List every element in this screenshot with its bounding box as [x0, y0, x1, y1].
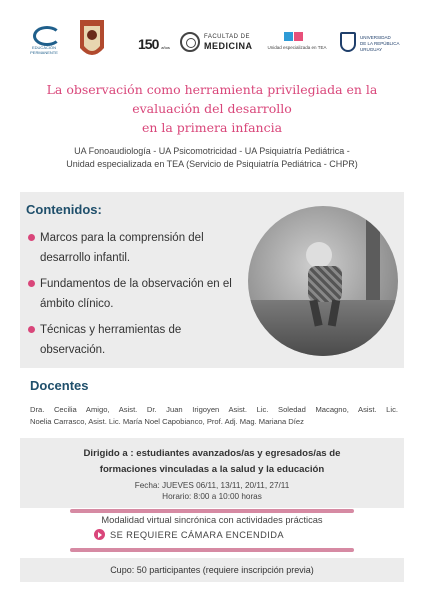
camera-requirement-text: SE REQUIERE CÁMARA ENCENDIDA [110, 530, 284, 540]
divider-line [70, 548, 354, 552]
escuela-graduados-crest [78, 18, 106, 62]
dirigido-line-1: Dirigido a : estudiantes avanzados/as y egresados/as de [83, 448, 341, 459]
tea-blue-square-icon [284, 32, 293, 41]
child-playing-photo [248, 206, 398, 356]
dirigido-panel [20, 438, 404, 508]
contenidos-heading: Contenidos: [26, 202, 102, 217]
horario-text: Horario: 8:00 a 10:00 horas [162, 492, 262, 501]
photo-child-head [306, 242, 332, 268]
udelar-text-line2: DE LA REPÚBLICA [360, 41, 400, 46]
title-line-1: La observación como herramienta privilegiada en la [46, 82, 378, 97]
divider-line [70, 509, 354, 513]
photo-grass [248, 300, 398, 356]
contenidos-item: Técnicas y herramientas de observación. [28, 320, 242, 360]
header-logos [0, 18, 424, 68]
modalidad-text: Modalidad virtual sincrónica con actividades prácticas [101, 515, 323, 525]
docentes-heading: Docentes [30, 378, 89, 393]
subtitle-line-1: UA Fonoaudiología - UA Psicomotricidad - UA Psiquiatría Pediátrica - [74, 146, 350, 156]
dirigido-line-2: formaciones vinculadas a la salud y la educación [99, 464, 325, 475]
udelar-text-line3: URUGUAY [360, 47, 383, 52]
unidad-tea-logo [264, 32, 330, 58]
photo-child-body [308, 266, 342, 302]
cupo-banner: Cupo: 50 participantes (requiere inscripción previa) [20, 558, 404, 582]
contenidos-panel [20, 192, 404, 368]
logo-150-anos [138, 36, 170, 52]
logo-150-number: 150 [138, 36, 159, 52]
fecha-text: Fecha: JUEVES 06/11, 13/11, 20/11, 27/11 [134, 481, 290, 490]
photo-tree [366, 210, 380, 302]
facultad-medicina-logo [180, 30, 252, 56]
tea-pink-square-icon [294, 32, 303, 41]
page-title [20, 80, 404, 137]
contenidos-list [28, 228, 242, 366]
contenidos-item: Fundamentos de la observación en el ámbito clínico. [28, 274, 242, 314]
udelar-shield-icon [340, 32, 356, 52]
logo-150-caption: años [161, 45, 170, 50]
play-bullet-icon [94, 529, 105, 540]
docentes-line-1: Dra. Cecilia Amigo, Asist. Dr. Juan Irigoyen Asist. Lic. Soledad Macagno, Asist. Lic. [30, 405, 398, 414]
title-line-2: evaluación del desarrollo [132, 101, 292, 116]
unidad-tea-text: Unidad especializada en TEA [267, 45, 327, 50]
udelar-logo [340, 32, 406, 58]
docentes-list [30, 404, 398, 428]
educacion-permanente-mark-icon [31, 24, 57, 42]
title-line-3: en la primera infancia [141, 120, 283, 135]
docentes-line-2: Noelia Carrasco, Asist. Lic. María Noel Capobianco, Prof. Adj. Mag. Mariana Díez [30, 417, 304, 426]
camera-requirement [94, 529, 330, 543]
udelar-text-line1: UNIVERSIDAD [360, 35, 391, 40]
educacion-permanente-logo [18, 24, 70, 60]
organizing-units [24, 145, 400, 171]
facultad-medicina-seal-icon [180, 32, 200, 52]
udelar-text [360, 35, 400, 53]
facultad-medicina-bottom-text: MEDICINA [204, 41, 253, 51]
subtitle-line-2: Unidad especializada en TEA (Servicio de Psiquiatría Pediátrica - CHPR) [66, 159, 358, 169]
educacion-permanente-text: EDUCACIÓN PERMANENTE [30, 45, 58, 55]
contenidos-item: Marcos para la comprensión del desarrollo infantil. [28, 228, 242, 268]
fecha-horario [20, 480, 404, 502]
facultad-medicina-top-text: FACULTAD DE [204, 34, 250, 40]
